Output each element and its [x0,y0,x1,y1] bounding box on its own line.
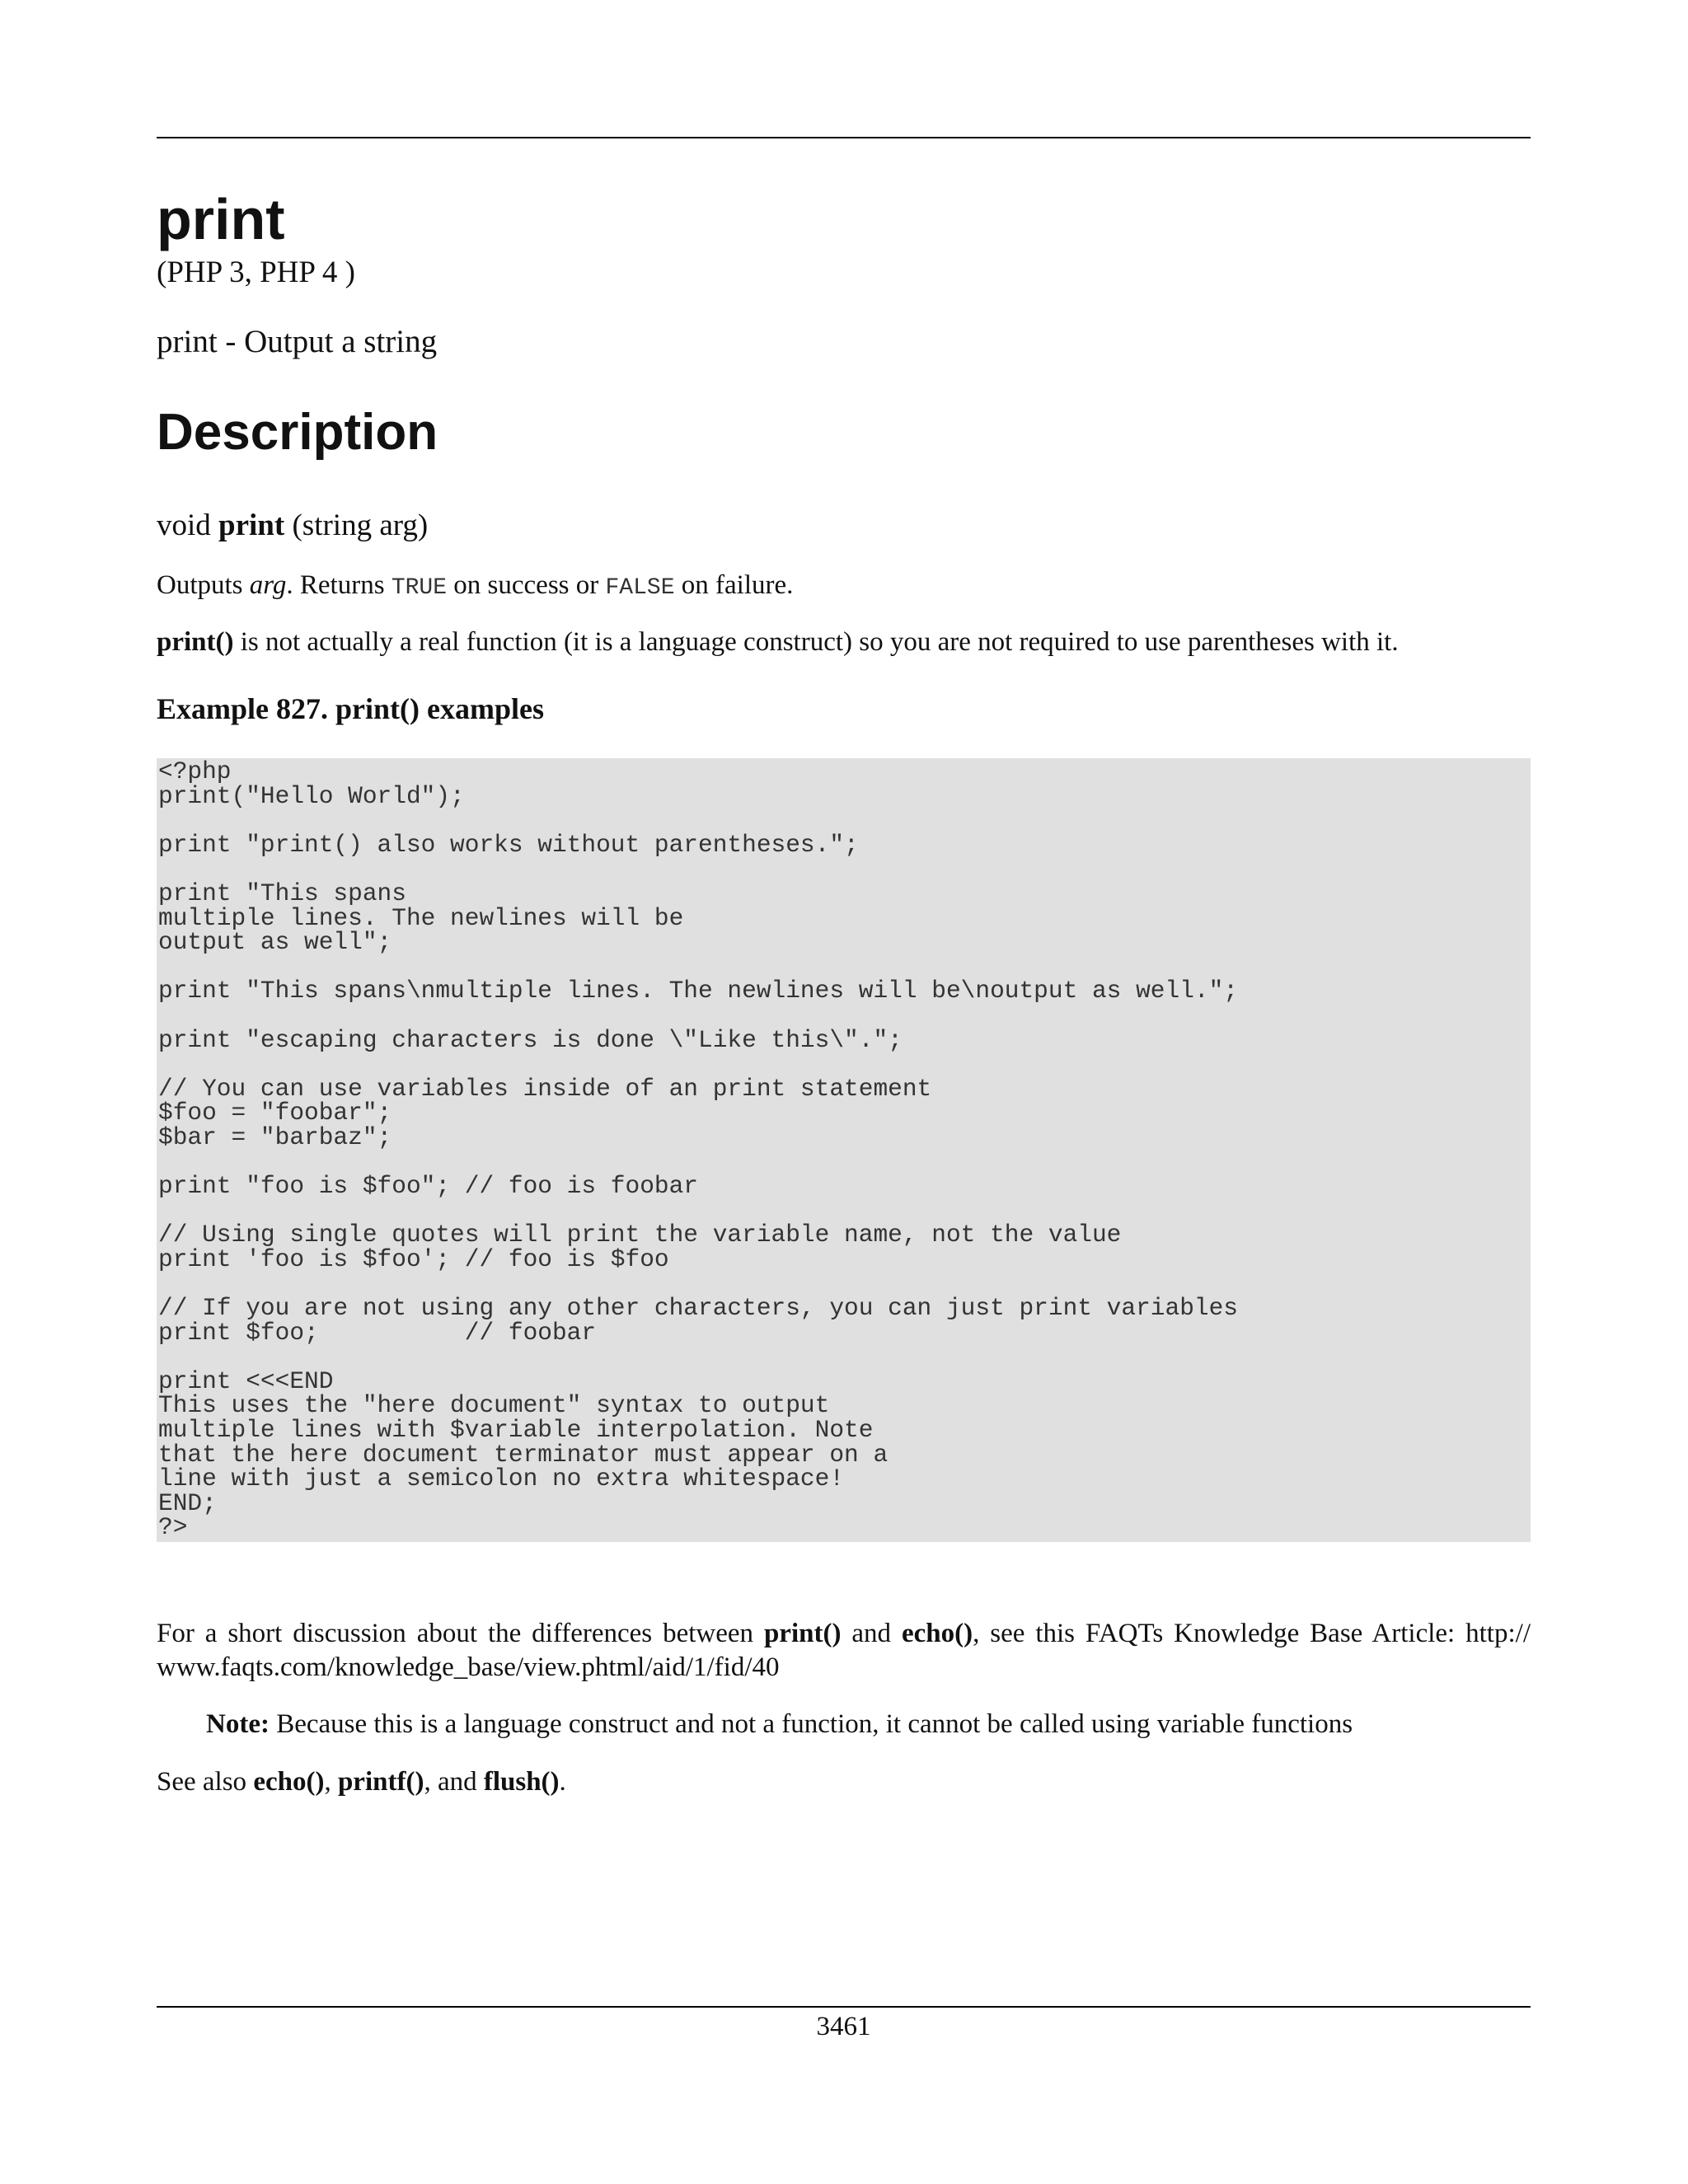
code-line: print 'foo is $foo'; // foo is $foo [158,1244,669,1273]
synopsis-return-type: void [157,509,211,542]
code-line: // Using single quotes will print the variable name, not the value [158,1221,1122,1249]
discussion-paragraph [157,1617,1531,1685]
code-line: ?> [158,1513,188,1542]
code-line: multiple lines. The newlines will be [158,903,684,932]
discussion-text: For a short discussion about the differences between [157,1619,764,1648]
header-rule [157,137,1531,138]
code-line [158,955,1238,980]
see-also-text: , and [424,1767,484,1797]
code-line: that the here document terminator must appear on a [158,1440,889,1469]
code-line: print "This spans\nmultiple lines. The newlines will be\noutput as well."; [158,977,1239,1005]
see-also-text: , [324,1767,338,1797]
code-line: print <<<END [158,1366,334,1395]
arg-emphasis: arg [249,570,287,600]
discussion-text: and [841,1619,902,1648]
outputs-text: on failure. [674,570,794,600]
print-function-ref: print() [157,627,234,657]
note-paragraph [206,1708,1353,1741]
outputs-paragraph [157,569,1531,605]
outputs-text: . Returns [286,570,392,600]
code-line: line with just a semicolon no extra whitespace! [158,1465,845,1493]
description-heading: Description [157,404,438,461]
code-line: print "escaping characters is done \"Like this\"."; [158,1025,903,1054]
false-literal: FALSE [605,575,675,601]
code-line: print "print() also works without parentheses."; [158,830,859,859]
construct-text: is not actually a real function (it is a language construct) so you are not required to use parentheses with it. [233,627,1399,657]
echo-function-ref: echo() [901,1619,973,1648]
document-page [157,0,1531,2184]
see-also-text: . [559,1767,566,1797]
code-example [157,758,1531,1542]
true-literal: TRUE [391,575,448,601]
code-line: print("Hello World"); [158,781,465,810]
code-line: print "This spans [158,879,406,907]
code-line: <?php [158,757,232,785]
note-text: Because this is a language construct and not a function, it cannot be called using variable functions [269,1709,1353,1739]
see-also-text: See also [157,1767,254,1797]
code-line [158,1052,1238,1077]
language-construct-paragraph [157,626,1531,659]
code-line [158,857,1238,882]
code-line [158,1272,1238,1296]
see-also-paragraph [157,1765,1531,1799]
code-line [158,1004,1238,1029]
code-line: $foo = "foobar"; [158,1099,392,1127]
code-line [158,1345,1238,1370]
function-title: print [157,187,285,251]
code-lines [158,757,1239,1542]
code-line: This uses the "here document" syntax to output [158,1391,830,1420]
code-line [158,1151,1238,1175]
example-title: Example 827. print() examples [157,692,544,725]
php-versions: (PHP 3, PHP 4 ) [157,255,355,289]
code-line: END; [158,1488,217,1517]
outputs-text: Outputs [157,570,250,600]
code-line [158,808,1238,833]
outputs-text: on success or [447,570,606,600]
flush-function-link: flush() [483,1767,560,1797]
function-purpose: print - Output a string [157,324,438,359]
code-line: $bar = "barbaz"; [158,1122,392,1151]
code-line: // You can use variables inside of an print statement [158,1074,932,1103]
code-line: print $foo; // foobar [158,1318,597,1347]
synopsis-function-name: print [218,509,285,542]
note-label: Note: [206,1709,270,1739]
code-line: output as well"; [158,928,392,957]
footer-rule [157,2006,1531,2008]
page-number: 3461 [816,2012,871,2041]
echo-function-link: echo() [253,1767,325,1797]
code-line [158,1199,1238,1224]
print-function-ref: print() [763,1619,842,1648]
function-synopsis [157,508,428,544]
code-line: print "foo is $foo"; // foo is foobar [158,1172,699,1201]
synopsis-params: (string arg) [292,509,429,542]
code-line: // If you are not using any other characters, you can just print variables [158,1294,1239,1323]
printf-function-link: printf() [337,1767,424,1797]
code-line: multiple lines with $variable interpolation. Note [158,1416,874,1445]
discussion-text: , see this FAQTs Knowledge Base Article: http:// www.faqts.com/knowledge_base/view.phtml/aid/1/fid/40 [157,1619,1531,1682]
